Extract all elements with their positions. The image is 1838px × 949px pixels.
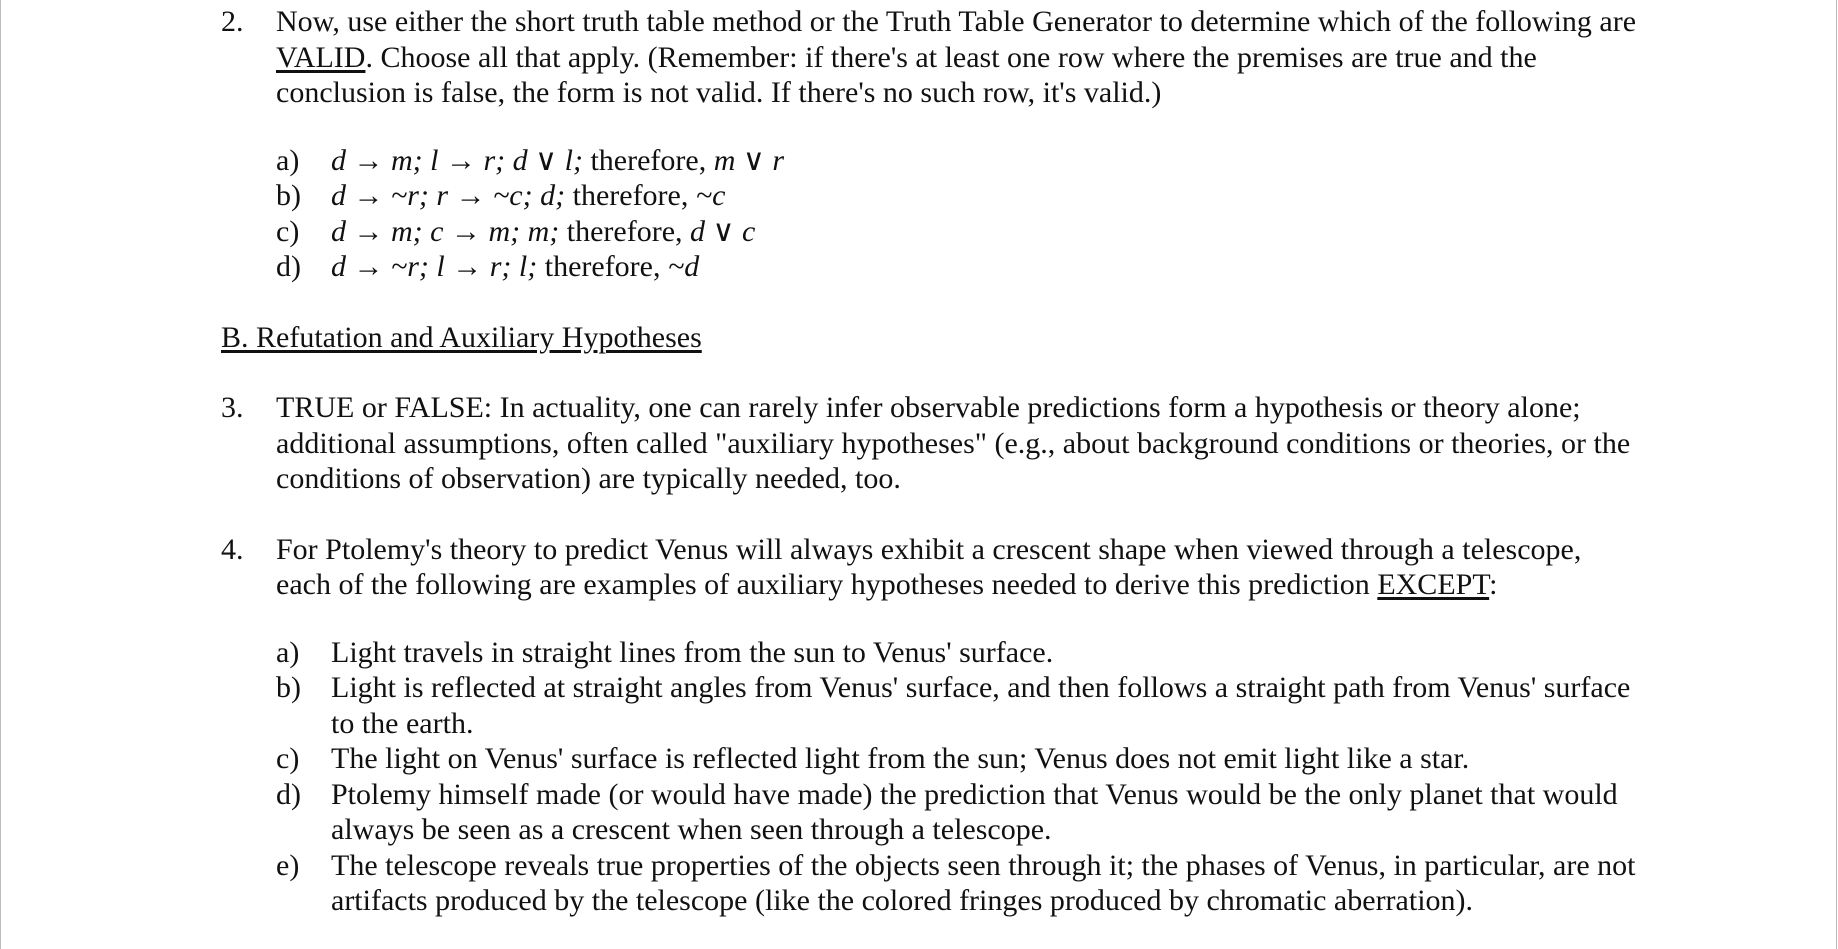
q4-option-d: [276, 777, 1641, 848]
option-text: The light on Venus' surface is reflected light from the sun; Venus does not emit light like a star.: [331, 742, 1470, 775]
option-label: d): [276, 250, 301, 283]
except-emphasis: EXCEPT: [1377, 568, 1490, 601]
option-text: [331, 249, 1641, 285]
question-number: 3.: [221, 391, 244, 424]
section-b-title: B. Refutation and Auxiliary Hypotheses: [221, 320, 702, 354]
q2-option-d: [276, 249, 1641, 285]
q4-option-e: [276, 848, 1641, 919]
option-text: The telescope reveals true properties of the objects seen through it; the phases of Venus, in particular, are not artifacts produced by the telescope (like the colored fringes produced by chromatic aberration).: [331, 848, 1636, 917]
option-label: e): [276, 848, 300, 882]
option-text: [331, 143, 1641, 179]
q2-option-a: [276, 143, 1641, 179]
conclusion: m ∨ r: [713, 143, 785, 177]
option-label: d): [276, 777, 301, 811]
q4-option-a: [276, 635, 1641, 671]
q2-option-b: [276, 178, 1641, 214]
premises: d → ~r; l → r; l;: [331, 250, 538, 283]
premises: d → m; l → r; d ∨ l;: [331, 143, 583, 177]
q2-option-c: [276, 214, 1641, 250]
q4-option-b: [276, 670, 1641, 741]
therefore-word: therefore,: [590, 143, 707, 177]
option-text: Light is reflected at straight angles from Venus' surface, and then follows a straight path from Venus' surface to the earth.: [331, 671, 1631, 740]
question-text: TRUE or FALSE: In actuality, one can rarely infer observable predictions form a hypothesis or theory alone; additional assumptions, often called "auxiliary hypotheses" (e.g., about background conditions or theories, or the conditions of observation) are typically needed, too.: [276, 391, 1631, 495]
option-text: [331, 214, 1641, 250]
question-text-part: :: [1489, 568, 1498, 601]
option-label: a): [276, 143, 300, 177]
question-text-part: For Ptolemy's theory to predict Venus will always exhibit a crescent shape when viewed through a telescope, each of the following are examples of auxiliary hypotheses needed to derive this prediction: [276, 532, 1582, 601]
option-label: b): [276, 671, 301, 704]
q4-option-c: [276, 741, 1641, 777]
question-number: 2.: [221, 5, 244, 38]
question-2: [221, 4, 1641, 111]
spacer: [221, 355, 1641, 390]
therefore-word: therefore,: [566, 214, 683, 248]
option-label: b): [276, 179, 301, 212]
premises: d → m; c → m; m;: [331, 214, 560, 248]
option-label: c): [276, 742, 300, 775]
option-label: a): [276, 635, 300, 669]
option-text: Light travels in straight lines from the sun to Venus' surface.: [331, 635, 1054, 669]
spacer: [221, 497, 1641, 532]
question-4: [221, 532, 1641, 603]
question-text: [276, 532, 1641, 603]
conclusion: ~c: [695, 179, 726, 212]
option-text: [331, 178, 1641, 214]
section-heading: [221, 320, 1641, 356]
q4-options: [276, 635, 1641, 919]
valid-emphasis: VALID: [276, 40, 366, 74]
conclusion: ~d: [668, 250, 700, 283]
question-text-part: . Choose all that apply. (Remember: if there's at least one row where the premises are true and the conclusion is false, the form is not valid. If there's no such row, it's valid.): [276, 40, 1537, 109]
question-number: 4.: [221, 532, 244, 566]
q2-options: [276, 143, 1641, 285]
document-content: [221, 4, 1641, 919]
question-text: [276, 4, 1641, 111]
question-text-part: Now, use either the short truth table method or the Truth Table Generator to determine which of the following are: [276, 5, 1637, 38]
therefore-word: therefore,: [572, 179, 689, 212]
question-3: [221, 390, 1641, 497]
premises: d → ~r; r → ~c; d;: [331, 179, 566, 212]
option-text: Ptolemy himself made (or would have made) the prediction that Venus would be the only planet that would always be seen as a crescent when seen through a telescope.: [331, 777, 1618, 846]
therefore-word: therefore,: [544, 250, 661, 283]
conclusion: d ∨ c: [690, 214, 756, 248]
option-label: c): [276, 214, 300, 248]
